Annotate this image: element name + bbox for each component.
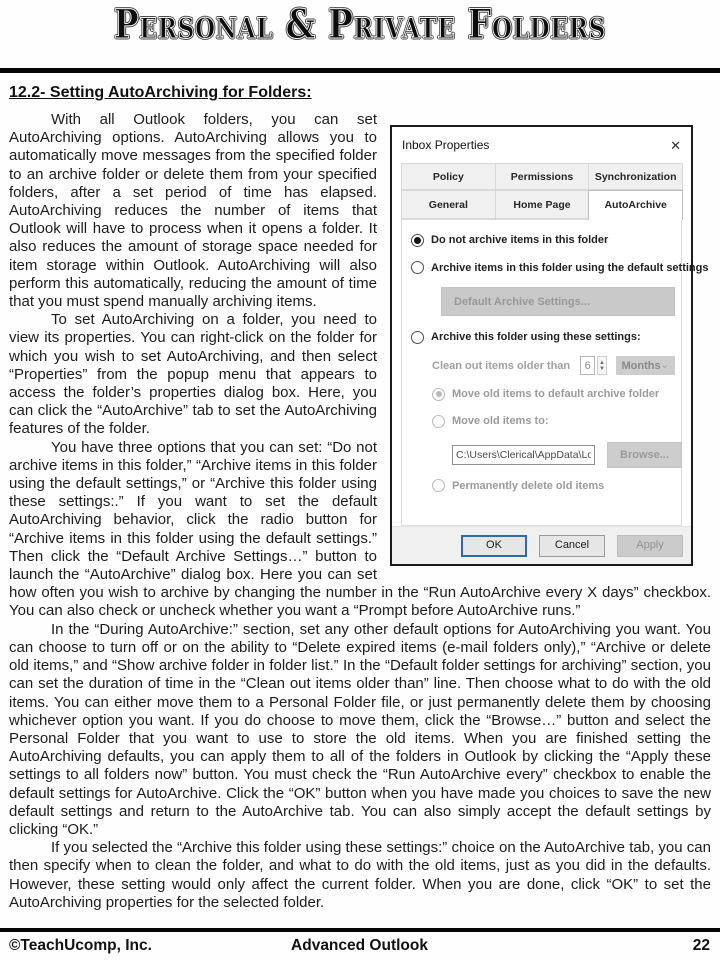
dialog-titlebar	[392, 127, 691, 157]
archive-path-input[interactable]	[452, 445, 595, 465]
apply-button[interactable]: Apply	[617, 535, 683, 557]
footer-course-title: Advanced Outlook	[291, 937, 428, 954]
clean-out-unit-dropdown[interactable]	[616, 356, 676, 375]
tab-general[interactable]: General	[401, 190, 496, 219]
option-label: Move old items to default archive folder	[452, 388, 660, 401]
browse-button[interactable]: Browse...	[607, 442, 682, 468]
option-archive-these-settings[interactable]	[411, 328, 675, 346]
header-divider	[0, 68, 720, 73]
tab-autoarchive[interactable]: AutoArchive	[588, 190, 683, 220]
option-label: Do not archive items in this folder	[431, 234, 609, 247]
cancel-button[interactable]: Cancel	[539, 535, 605, 557]
radio-button-icon[interactable]	[411, 234, 424, 247]
spin-up-icon[interactable]: ▲	[598, 359, 605, 366]
tab-policy[interactable]: Policy	[401, 163, 496, 190]
tab-synchronization[interactable]: Synchronization	[588, 163, 683, 190]
radio-button-icon[interactable]	[411, 261, 424, 274]
tab-row-1	[401, 163, 682, 190]
dropdown-value: Months	[621, 359, 661, 372]
option-label: Permanently delete old items	[452, 479, 605, 492]
footer-copyright: ©TeachUcomp, Inc.	[9, 937, 152, 954]
ok-button[interactable]: OK	[461, 535, 527, 557]
section-heading: 12.2- Setting AutoArchiving for Folders:	[9, 84, 312, 101]
clean-out-value-field[interactable]: 6	[580, 356, 595, 375]
page-title-band	[0, 0, 720, 68]
inbox-properties-dialog	[390, 125, 709, 566]
clean-out-label: Clean out items older than	[432, 359, 571, 372]
close-icon[interactable]: ✕	[670, 137, 681, 153]
footer-divider	[0, 928, 720, 932]
tab-home-page[interactable]: Home Page	[495, 190, 590, 219]
option-move-to[interactable]	[432, 412, 675, 430]
archive-path-row	[452, 442, 675, 468]
radio-button-icon[interactable]	[432, 415, 445, 428]
default-archive-settings-button[interactable]: Default Archive Settings...	[441, 287, 675, 316]
page-footer	[9, 937, 710, 955]
radio-button-icon[interactable]	[432, 388, 445, 401]
clean-out-row	[432, 356, 675, 375]
body-text	[9, 111, 711, 912]
option-label: Archive items in this folder using the default settings	[431, 261, 709, 274]
radio-button-icon[interactable]	[432, 479, 445, 492]
paragraph-5: If you selected the “Archive this folder using these settings:” choice on the AutoArchive tab, you can then specify when to clean the folder, and what to do with the old items, just as you did in the defaults. However, these setting would only affect the current folder. When you are done, click “OK” to set the AutoArchiving properties for the selected folder.	[9, 839, 711, 911]
paragraph-2: To set AutoArchiving on a folder, you need to view its properties. You can right-click on the folder for which you wish to set AutoArchiving, and then select “Properties” from the popup menu that appears to access the folder’s properties dialog box. Here, you can click the “AutoArchive” tab to set the AutoArchiving features of the folder.	[9, 311, 377, 438]
paragraph-3: You have three options that you can set: “Do not archive items in this folder,” “Archive items in this folder using the default settings,” or “Archive this folder using these settings:.” If you want to set the default AutoArchiving behavior, click the radio button for “Archive items in this folder using the default settings.” Then click the “Default Archive Settings…” button to launch the “AutoArchive” dialog box. Here you can set how often you wish to archive by changing the number in the “Run AutoArchive every X days” checkbox. You can also check or uncheck whether you want a “Prompt before AutoArchive runs.”	[9, 438, 711, 620]
option-move-default[interactable]	[432, 385, 675, 403]
spinner-arrows[interactable]	[597, 356, 606, 375]
dialog-title: Inbox Properties	[402, 137, 490, 152]
chevron-down-icon: ⌄	[660, 359, 669, 371]
tab-row-2	[401, 190, 682, 219]
page-title: Personal & Private Folders	[113, 1, 607, 48]
dialog-tabs	[401, 163, 682, 219]
paragraph-1: With all Outlook folders, you can set AutoArchiving options. AutoArchiving allows you to automatically move messages from the specified folder to an archive folder or delete them from your specified folders, after a set period of time has elapsed. AutoArchiving reduces the number of items that Outlook will have to process when it opens a folder. It also reduces the amount of storage space needed for item storage within Outlook. AutoArchiving will also perform this automatically, reducing the amount of time that you must spend manually archiving items.	[9, 111, 377, 311]
dialog-empty-area	[411, 504, 675, 519]
option-label: Archive this folder using these settings:	[431, 331, 641, 344]
tab-permissions[interactable]: Permissions	[495, 163, 590, 190]
option-label: Move old items to:	[452, 415, 549, 428]
dialog-footer	[392, 526, 691, 564]
footer-page-number: 22	[692, 937, 711, 954]
spin-down-icon[interactable]: ▼	[598, 365, 605, 372]
option-permanently-delete[interactable]	[432, 477, 675, 495]
dialog-content	[401, 219, 709, 526]
radio-button-icon[interactable]	[411, 331, 424, 344]
option-archive-default[interactable]	[411, 259, 709, 277]
paragraph-4: In the “During AutoArchive:” section, set any other default options for AutoArchiving you want. You can choose to turn off or on the ability to “Delete expired items (e-mail folders only),” “Archive or delete old items,” and “Show archive folder in folder list.” In the “Default folder settings for archiving” section, you can set the duration of time in the “Clean out items older than” line. Then choose what to do with the old items. You can either move them to a Personal Folder file, or just permanently delete them by choosing whichever option you want. If you do choose to move them, click the “Browse…” button and select the Personal Folder that you want to use to store the old items. When you are finished setting the AutoArchiving defaults, you can apply them to all of the folders in Outlook by clicking the “Apply these settings to all folders now” button. You must check the “Run AutoArchive every” checkbox to enable the default settings for AutoArchive. Click the “OK” button when you have made you choices to save the new default settings and return to the AutoArchive tab. You can also simply accept the default settings by clicking “OK.”	[9, 620, 711, 838]
option-do-not-archive[interactable]	[411, 231, 675, 249]
